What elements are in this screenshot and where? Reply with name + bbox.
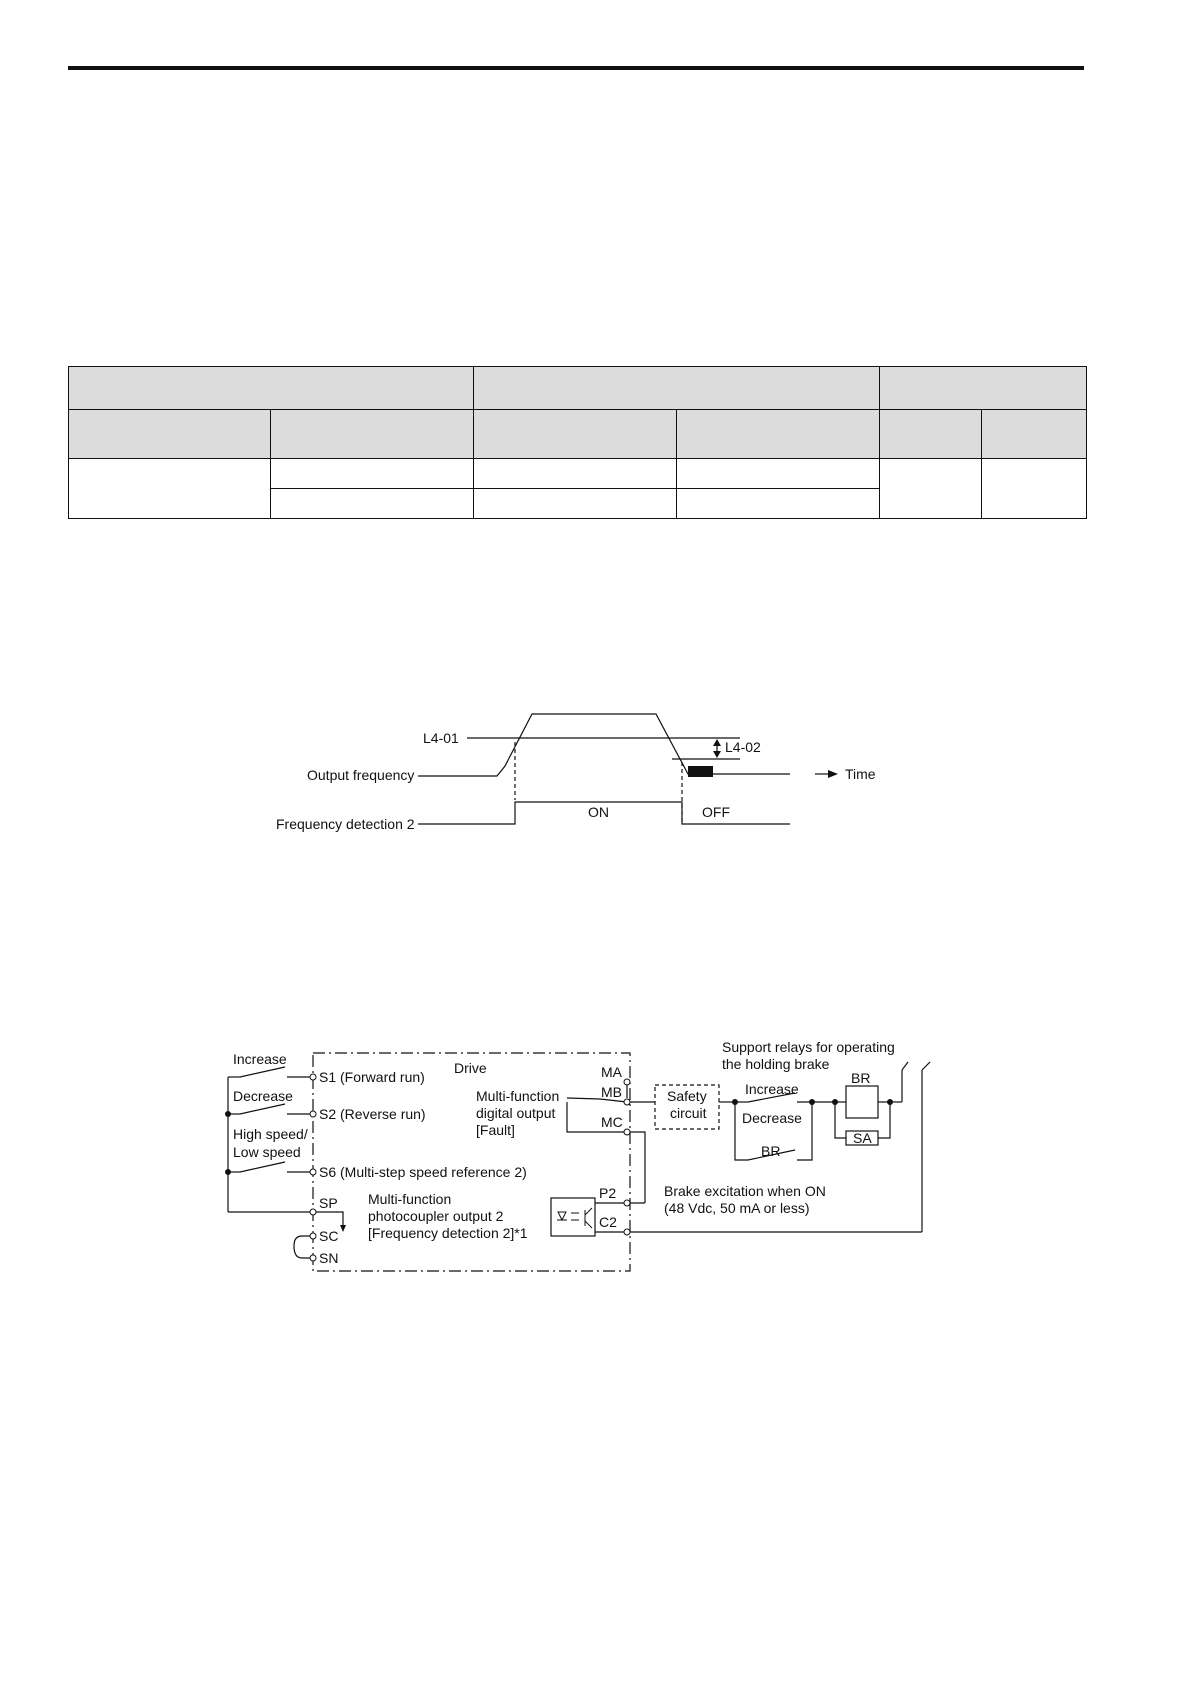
hysteresis-band-block <box>688 766 713 777</box>
table-header-cell <box>271 410 474 459</box>
table-cell <box>982 459 1087 519</box>
table-header-cell <box>982 410 1087 459</box>
table-header-cell <box>69 367 474 410</box>
time-arrow-head <box>828 770 838 778</box>
off-label: OFF <box>702 804 730 820</box>
timing-chart-svg <box>0 700 1191 840</box>
table-cell <box>677 459 880 489</box>
terminal-sp: SP <box>319 1195 338 1211</box>
terminal-sc: SC <box>319 1228 339 1244</box>
photocoupler-box <box>551 1198 595 1236</box>
br-contact-label: BR <box>761 1143 781 1159</box>
table-header-cell <box>69 410 271 459</box>
terminal-mb: MB <box>601 1084 622 1100</box>
drive-label: Drive <box>454 1060 487 1076</box>
l4-01-label: L4-01 <box>423 730 459 746</box>
br-coil-label: BR <box>851 1070 871 1086</box>
sa-label: SA <box>853 1130 872 1146</box>
digital-output-line-2: digital output <box>476 1105 556 1121</box>
decrease-switch <box>240 1104 285 1114</box>
table-row <box>69 459 1087 489</box>
photocoupler-line-2: photocoupler output 2 <box>368 1208 504 1224</box>
terminal-ma: MA <box>601 1064 622 1080</box>
terminal-s2: S2 (Reverse run) <box>319 1106 426 1122</box>
brake-wiring-diagram <box>0 1035 1191 1280</box>
increase-label: Increase <box>233 1051 287 1067</box>
sp-arrow-head <box>340 1225 346 1232</box>
table-cell <box>271 459 474 489</box>
terminal-s1: S1 (Forward run) <box>319 1069 425 1085</box>
brake-excitation-line-2: (48 Vdc, 50 mA or less) <box>664 1200 810 1216</box>
table-cell <box>271 489 474 519</box>
relay-decrease-label: Decrease <box>742 1110 802 1126</box>
frequency-detection-label: Frequency detection 2 <box>276 816 415 832</box>
increase-switch <box>240 1067 285 1077</box>
terminal-s6: S6 (Multi-step speed reference 2) <box>319 1164 527 1180</box>
l4-02-arrow-head-up <box>713 739 721 746</box>
support-relays-line-2: the holding brake <box>722 1056 830 1072</box>
parameter-table <box>68 366 1087 519</box>
table-header-cell <box>474 410 677 459</box>
table-header-cell <box>880 367 1087 410</box>
photocoupler-symbol <box>557 1208 592 1228</box>
safety-circuit-line-2: circuit <box>670 1105 707 1121</box>
table-cell <box>474 489 677 519</box>
high-speed-label: High speed/ <box>233 1126 308 1142</box>
table-header-row-2 <box>69 410 1087 459</box>
relay-increase-label: Increase <box>745 1081 799 1097</box>
br-coil <box>846 1086 878 1118</box>
fault-contact <box>567 1098 600 1099</box>
time-label: Time <box>845 766 876 782</box>
photocoupler-line-3: [Frequency detection 2]*1 <box>368 1225 528 1241</box>
l4-02-label: L4-02 <box>725 739 761 755</box>
safety-circuit-line-1: Safety <box>667 1088 707 1104</box>
low-speed-label: Low speed <box>233 1144 301 1160</box>
table-cell <box>474 459 677 489</box>
table-cell <box>677 489 880 519</box>
on-label: ON <box>588 804 609 820</box>
table-header-cell <box>677 410 880 459</box>
sp-arrow <box>313 1212 343 1228</box>
digital-output-line-1: Multi-function <box>476 1088 560 1104</box>
photocoupler-line-1: Multi-function <box>368 1191 452 1207</box>
brake-excitation-line-1: Brake excitation when ON <box>664 1183 826 1199</box>
frequency-detection-timing-chart <box>0 700 1191 840</box>
sc-sn-jumper <box>294 1236 313 1258</box>
digital-output-line-3: [Fault] <box>476 1122 515 1138</box>
decrease-label: Decrease <box>233 1088 293 1104</box>
table-header-cell <box>474 367 880 410</box>
terminal-mc: MC <box>601 1114 623 1130</box>
support-relays-line-1: Support relays for operating <box>722 1039 895 1055</box>
terminal-p2: P2 <box>599 1185 617 1201</box>
l4-02-arrow-head-down <box>713 751 721 758</box>
speed-switch <box>240 1162 285 1172</box>
terminal-c2: C2 <box>599 1214 617 1230</box>
table-cell <box>69 459 271 519</box>
terminal-sn: SN <box>319 1250 339 1266</box>
output-frequency-label: Output frequency <box>307 767 415 783</box>
wiring-diagram-svg <box>0 1035 1191 1280</box>
header-rule <box>68 66 1084 70</box>
table-cell <box>880 459 982 519</box>
table-header-cell <box>880 410 982 459</box>
table-header-row-1 <box>69 367 1087 410</box>
